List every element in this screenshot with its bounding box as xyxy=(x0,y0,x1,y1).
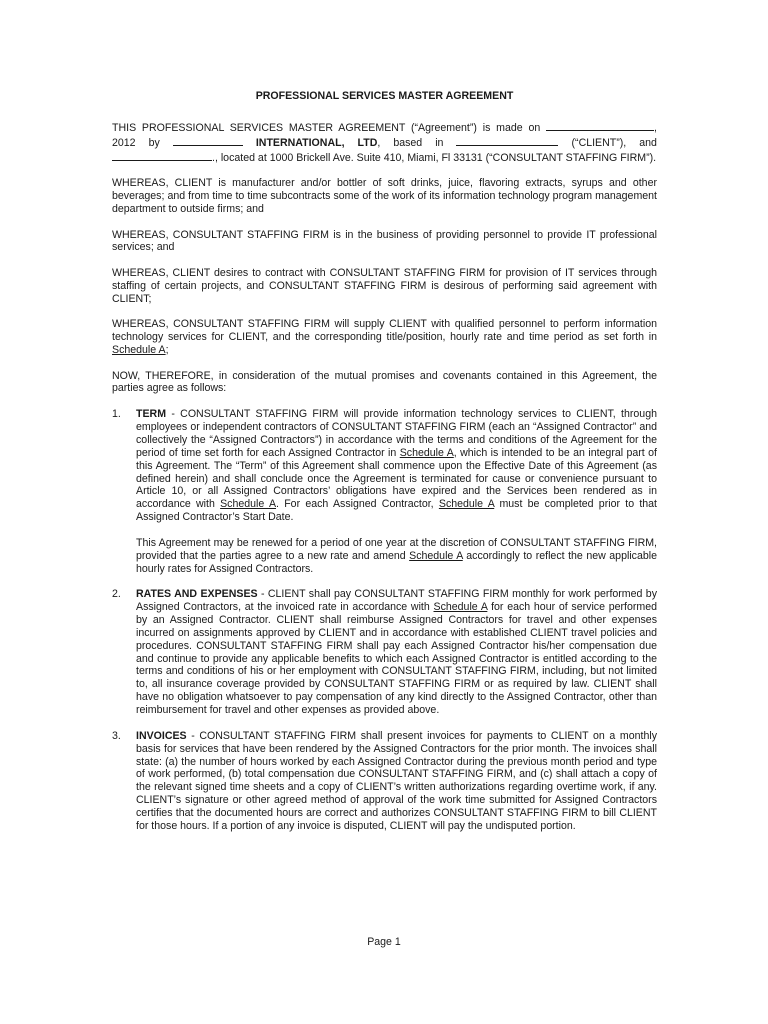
intro-paragraph xyxy=(112,120,657,165)
schedule-a-reference: Schedule A xyxy=(438,498,495,511)
invoices-paragraph: INVOICES - CONSULTANT STAFFING FIRM shall present invoices for payments to CLIENT on a monthly basis for services that have been rendered by the Assigned Contractors for the prior month. The invoices shall state: (a) the number of hours worked by each Assigned Contractor during the previous month period and type of work performed, (b) total compensation due CONSULTANT STAFFING FIRM, and (c) shall attach a copy of the relevant signed time sheets and a copy of CLIENT’s written authorizations regarding overtime work, if any. CLIENT’s signature or other agreed method of approval of the work time submitted for Assigned Contractors certifies that the documented hours are correct and authorizes CONSULTANT STAFFING FIRM to bill CLIENT for those hours. If a portion of any invoice is disputed, CLIENT will pay the undisputed portion. xyxy=(136,729,657,833)
whereas-clause: WHEREAS, CONSULTANT STAFFING FIRM will supply CLIENT with qualified personnel to perform information technology services for CLIENT, and the corresponding title/position, hourly rate and time period as set forth in Schedule A; xyxy=(112,318,657,357)
whereas-clause: WHEREAS, CLIENT desires to contract with CONSULTANT STAFFING FIRM for provision of IT services through staffing of certain projects, and CONSULTANT STAFFING FIRM is desirous of performing said agreement with CLIENT; xyxy=(112,266,657,305)
schedule-a-reference: Schedule A xyxy=(433,600,488,613)
company-name: INTERNATIONAL, LTD xyxy=(255,136,378,149)
intro-text: THIS PROFESSIONAL SERVICES MASTER AGREEMENT (“Agreement”) is made on xyxy=(112,121,547,134)
location-blank xyxy=(456,135,558,146)
section-heading: TERM xyxy=(136,407,167,420)
document-title: PROFESSIONAL SERVICES MASTER AGREEMENT xyxy=(255,90,514,102)
whereas-clause: WHEREAS, CONSULTANT STAFFING FIRM is in the business of providing personnel to provide IT professional services; and xyxy=(112,228,657,254)
section-rates xyxy=(112,588,657,717)
page-number: Page 1 xyxy=(367,936,401,948)
intro-text: ., located at 1000 Brickell Ave. Suite 410, Miami, Fl 33131 (“CONSULTANT STAFFING FIRM”). xyxy=(212,151,657,164)
section-term xyxy=(112,408,657,575)
intro-text: , 2012 by xyxy=(112,121,657,149)
now-therefore-clause: NOW, THEREFORE, in consideration of the mutual promises and covenants contained in this Agreement, the parties agree as follows: xyxy=(112,369,657,395)
rates-paragraph: RATES AND EXPENSES - CLIENT shall pay CONSULTANT STAFFING FIRM monthly for work performed by Assigned Contractors, at the invoiced rate in accordance with Schedule A for each hour of service performed by an Assigned Contractor. CLIENT shall reimburse Assigned Contractors for travel and other expenses incurred on assignments approved by CLIENT and in accordance with established CLIENT travel policies and procedures. CONSULTANT STAFFING FIRM shall pay each Assigned Contractor his/her compensation due and continue to provide any applicable benefits to which each Assigned Contractor is entitled according to the terms and conditions of his or her employment with CONSULTANT STAFFING FIRM, including, but not limited to, all insurance coverage provided by CONSULTANT STAFFING FIRM or as required by law. CLIENT shall have no obligation whatsoever to pay compensation of any kind directly to the Assigned Contractor, other than reimbursement for travel and other expenses as provided above. xyxy=(136,588,658,717)
schedule-a-reference: Schedule A xyxy=(399,446,454,459)
section-invoices xyxy=(112,730,657,833)
section-number: 2. xyxy=(112,588,121,601)
renewal-paragraph: This Agreement may be renewed for a period of one year at the discretion of CONSULTANT STAFFING FIRM, provided that the parties agree to a new rate and amend Schedule A accordingly to reflect the new applicable hourly rates for Assigned Contractors. xyxy=(136,536,657,575)
schedule-a-reference: Schedule A xyxy=(112,344,166,357)
agreement-body xyxy=(112,90,657,846)
section-number: 1. xyxy=(112,407,121,420)
whereas-clause: WHEREAS, CLIENT is manufacturer and/or bottler of soft drinks, juice, flavoring extracts, syrups and other beverages; and from time to time subcontracts some of the work of its information technology program management department to outside firms; and xyxy=(112,177,657,216)
company-blank xyxy=(173,135,243,146)
section-heading: RATES AND EXPENSES xyxy=(136,588,258,601)
firm-blank xyxy=(112,150,212,161)
date-blank xyxy=(546,120,654,131)
intro-text: (“CLIENT”), and xyxy=(571,136,657,149)
intro-text: , based in xyxy=(377,136,457,149)
section-number: 3. xyxy=(112,729,121,742)
term-paragraph: TERM - CONSULTANT STAFFING FIRM will provide information technology services to CLIENT, through employees or independent contractors of CONSULTANT STAFFING FIRM (each an “Assigned Contractor” and collectively the “Assigned Contractors”) in accordance with the terms and conditions of the Agreement for the period of time set forth for each Assigned Contractor in Schedule A, which is intended to be an integral part of this Agreement. The “Term” of this Agreement shall commence upon the Effective Date of this Agreement (as defined herein) and shall conclude once the Agreement is terminated for cause or convenience pursuant to Article 10, or all Assigned Contractors’ obligations have expired and the Services been rendered as in accordance with Schedule A. For each Assigned Contractor, Schedule A must be completed prior to that Assigned Contractor’s Start Date. xyxy=(136,407,657,524)
schedule-a-reference: Schedule A xyxy=(409,549,463,562)
schedule-a-reference: Schedule A xyxy=(220,498,277,511)
section-heading: INVOICES xyxy=(136,729,187,742)
